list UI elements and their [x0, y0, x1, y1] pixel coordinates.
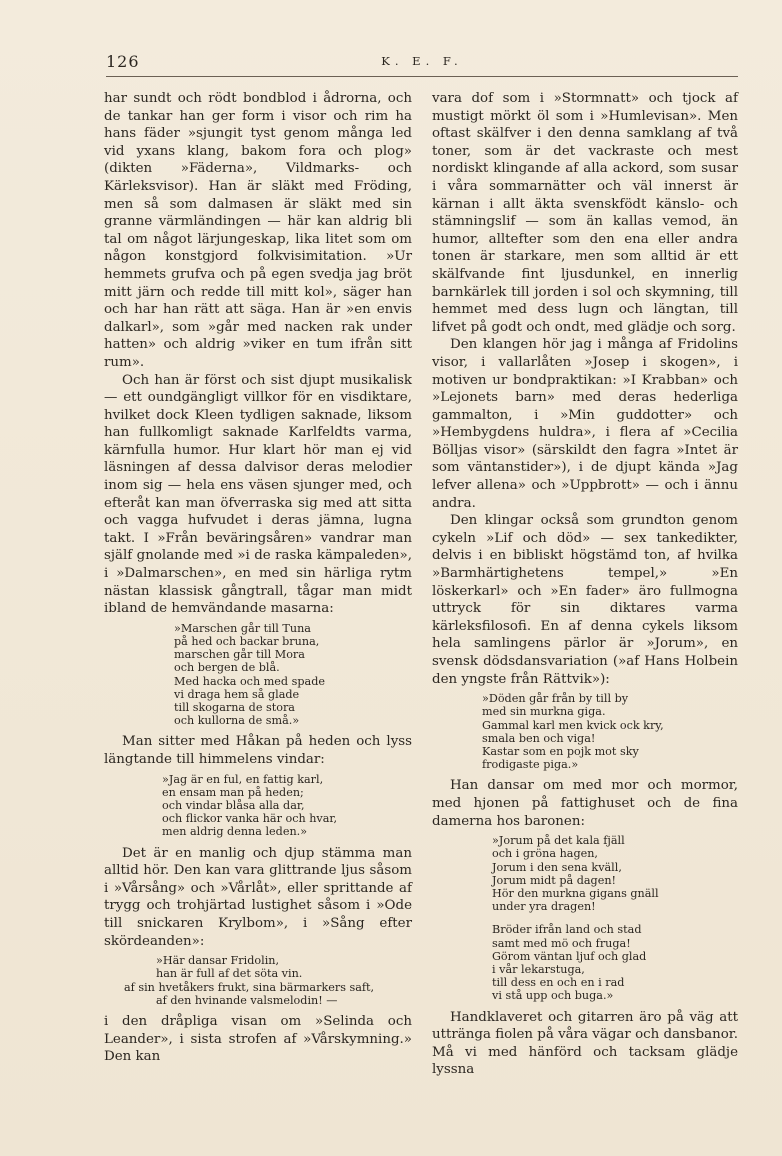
- verse-line: och vindar blåsa alla dar,: [162, 799, 305, 813]
- verse-line: marschen går till Mora: [174, 648, 305, 662]
- paragraph: i den dråpliga visan om »Selinda och Leander», i sista strofen af »Vårskymning.» Den kan: [104, 1014, 412, 1065]
- verse-line: och i gröna hagen,: [492, 847, 598, 861]
- right-column: [432, 90, 738, 1079]
- verse-line: frodigaste piga.»: [482, 758, 579, 772]
- verse-line: i vår lekarstuga,: [492, 963, 585, 977]
- verse-line: »Döden går från by till by: [482, 692, 629, 706]
- verse-line: af den hvinande valsmelodin! —: [156, 993, 338, 1007]
- paragraph: Den klangen hör jag i många af Fridolins visor, i vallarlåten »Josep i skogen», i motiven ur bondpraktikan: »I Krabban» och »Lejonets barn» med deras hederliga gammalton, i »Min guddotter» och »Hembygdens huldra», i flera af »Cecilia Bölljas visor» (särskildt den fagra »Intet är som väntanstider»), i de djupt kända »Jag lefver allena» och »Uppbrott» — och i ännu andra.: [432, 337, 738, 511]
- verse-marschen: [104, 622, 412, 728]
- verse-line: till dess en och en i rad: [492, 976, 625, 990]
- verse-line: på hed och backar bruna,: [174, 635, 320, 649]
- paragraph: Och han är först och sist djupt musikalisk — ett oundgängligt villkor för en visdiktare, hvilket dock Kleen tydligen saknade, liksom han fullkomligt saknade Karlfeldts varma, kärnfulla humor. Hur klart hör man ej vid läsningen af dessa dalvisor deras melodier inom sig — hela ens väsen sjunger med, och efteråt kan man öfverraska sig med att sitta och vagga hufvudet i deras jämna, lugna takt. I »Från beväringsåren» vandrar man själf gnolande med »i de raska kämpaleden», i »Dalmarschen», en med sin härliga rytm nästan klassisk gångtrall, tågar man midt ibland de hemvändande masarna:: [104, 372, 412, 617]
- verse-line: »Jag är en ful, en fattig karl,: [162, 772, 324, 786]
- verse-line: med sin murkna giga.: [482, 705, 606, 719]
- running-head: K. E. F.: [381, 54, 463, 68]
- verse-line: smala ben och viga!: [482, 731, 596, 745]
- header-rule: [106, 76, 738, 77]
- paragraph: Han dansar om med mor och mormor, med hjonen på fattighuset och de fina damerna hos baronen:: [432, 778, 738, 829]
- paragraph: har sundt och rödt bondblod i ådrorna, och de tankar han ger form i visor och rim ha hans fäder »sjungit tyst genom många led vid yxans klang, bakom fora och plog» (dikten »Fäderna», Vildmarks- och Kärleksvisor). Han är släkt med Fröding, men så som dalmasen är släkt med sin granne värmländingen — här kan aldrig bli tal om något lärjungeskap, lika litet som om någon konstgjord folkvisimitation. »Ur hemmets grufva och på egen svedja jag bröt mitt järn och redde till mitt kol», säger han och har han rätt att säga. Han är »en envis dalkarl», som »går med nacken rak under hatten» och aldrig »viker en tum ifrån sitt rum».: [104, 91, 412, 370]
- verse-line: en ensam man på heden;: [162, 785, 304, 799]
- verse-line: han är full af det söta vin.: [156, 967, 303, 981]
- verse-line: Gammal karl men kvick ock kry,: [482, 718, 664, 732]
- verse-jorum-2: [432, 923, 738, 1002]
- verse-line: vi stå upp och buga.»: [492, 989, 614, 1003]
- verse-line: »Jorum på det kala fjäll: [492, 834, 625, 848]
- verse-fridolin: [104, 954, 412, 1007]
- verse-line: och kullorna de små.»: [174, 714, 300, 728]
- verse-line: Med hacka och med spade: [174, 674, 326, 688]
- verse-hakan: [104, 773, 412, 839]
- verse-line: och bergen de blå.: [174, 661, 280, 675]
- page-number: 126: [106, 52, 140, 71]
- paragraph: Man sitter med Håkan på heden och lyss längtande till himmelens vindar:: [104, 734, 412, 768]
- verse-line: Jorum midt på dagen!: [492, 873, 617, 887]
- verse-jorum-1: [432, 834, 738, 913]
- verse-line: Bröder ifrån land och stad: [492, 923, 642, 937]
- verse-line: Kastar som en pojk mot sky: [482, 745, 639, 758]
- verse-line: vi draga hem så glade: [174, 687, 300, 701]
- verse-line: Hör den murkna gigans gnäll: [492, 887, 659, 900]
- paragraph: Det är en manlig och djup stämma man alltid hör. Den kan vara glittrande ljus såsom i »Vårsång» och »Vårlåt», eller sprittande af trygg och trohjärtad lustighet såsom i »Ode till snickaren Krylbom», i »Sång efter skördeanden»:: [104, 845, 412, 949]
- verse-line: men aldrig denna leden.»: [162, 825, 308, 839]
- left-column: [104, 90, 412, 1066]
- paragraph: Den klingar också som grundton genom cykeln »Lif och död» — sex tankedikter, delvis i en bibliskt högstämd ton, af hvilka »Barmhärtighetens tempel,» »En löskerkarl» och »En fader» äro fullmogna uttryck för sin diktares varma kärleksfilosofi. En af denna cykels liksom hela samlingens pärlor är »Jorum», en svensk dödsdansvariation (»af Hans Holbein den yngste från Rättvik»):: [432, 513, 738, 687]
- page-header: [106, 52, 738, 76]
- paragraph: vara dof som i »Stormnatt» och tjock af mustigt mörkt öl som i »Humlevisan». Men oftast skälfver i den denna samklang af två toner, som är det vackraste och mest nordiskt klingande af alla ackord, som susar i våra sommarnätter och väl innerst är kärnan i allt äkta svenskfödt känslo- och stämningslif — som än kallas vemod, än humor, alltefter som den ena eller andra tonen är starkare, men som alltid är ett skälfvande fint ljusdunkel, en innerlig barnkärlek till jorden i sol och skymning, till hemmet med dess lugn och längtan, till lifvet på godt och ondt, med glädje och sorg.: [432, 91, 738, 335]
- paragraph: Handklaveret och gitarren äro på väg att utträngа fiolen på våra vägar och dansbanor. Må vi med hänförd och tacksam glädje lyssna: [432, 1009, 738, 1078]
- verse-line: och flickor vanka här och hvar,: [162, 812, 338, 826]
- verse-line: Görom väntan ljuf och glad: [492, 949, 647, 963]
- verse-line: »Marschen går till Tuna: [174, 621, 311, 635]
- verse-line: »Här dansar Fridolin,: [156, 954, 280, 968]
- verse-line: under yra dragen!: [492, 900, 596, 914]
- verse-doden: [432, 692, 738, 771]
- verse-line: till skogarna de stora: [174, 701, 295, 715]
- verse-line: af sin hvetåkers frukt, sina bärmarkers saft,: [124, 980, 375, 994]
- verse-line: samt med mö och fruga!: [492, 936, 631, 950]
- verse-line: Jorum i den sena kväll,: [492, 860, 622, 874]
